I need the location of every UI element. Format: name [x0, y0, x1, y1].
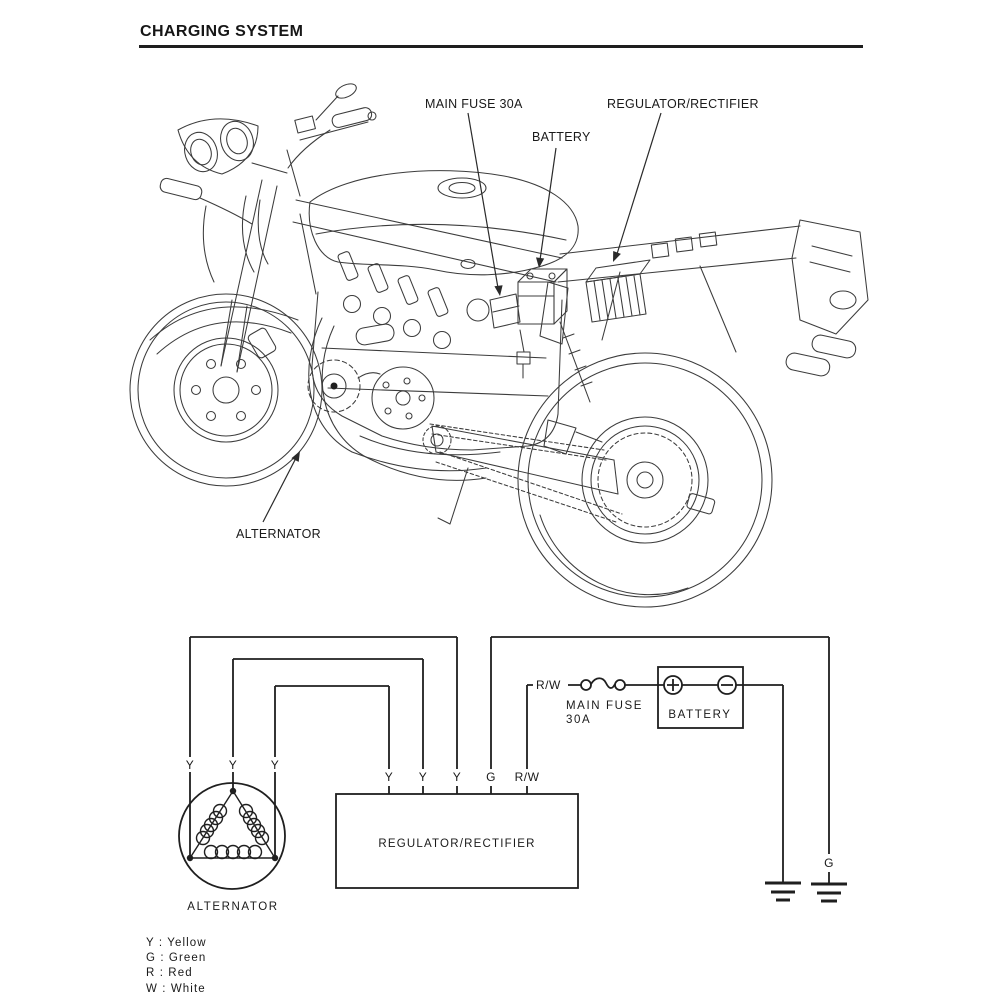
leader-regulator — [617, 113, 661, 254]
tail-cowl — [651, 220, 868, 377]
callout-regulator: REGULATOR/RECTIFIER — [607, 97, 759, 111]
main-fuse-name-line1: MAIN FUSE — [566, 700, 644, 712]
terminal-label-y1: Y — [384, 770, 394, 784]
fuse-box-unit — [467, 294, 520, 328]
main-fuse-name-line2: 30A — [566, 714, 592, 726]
legend-yellow: Y : Yellow — [146, 937, 207, 949]
callout-main-fuse: MAIN FUSE 30A — [425, 97, 523, 111]
alternator-stator — [308, 360, 380, 412]
wire-label-y1-alt: Y — [185, 758, 195, 772]
legend-red: R : Red — [146, 967, 193, 980]
instrument-cluster — [178, 117, 258, 176]
callouts — [236, 97, 759, 541]
main-fuse-symbol — [581, 678, 625, 690]
engine — [312, 251, 562, 455]
arrowhead-regulator — [613, 251, 621, 262]
arrowhead-main-fuse — [494, 285, 502, 296]
regulator-box-label: REGULATOR/RECTIFIER — [378, 838, 536, 850]
legend-white: W : White — [146, 982, 206, 995]
ground-icon-left — [765, 883, 801, 900]
ground-wire-label: G — [824, 856, 834, 870]
fuse-wire-label: R/W — [536, 678, 561, 692]
legend-green: G : Green — [146, 952, 207, 965]
exhaust — [309, 318, 486, 480]
terminal-label-rw: R/W — [514, 770, 540, 784]
alternator-symbol-label: ALTERNATOR — [187, 901, 279, 913]
alternator-symbol — [179, 783, 285, 889]
arrowhead-alternator — [291, 451, 300, 462]
wire-battery-ground — [743, 685, 783, 883]
front-fender — [150, 307, 298, 340]
wire-green-rail — [491, 637, 829, 883]
spark-plug — [517, 330, 530, 378]
handlebar — [159, 81, 376, 282]
regulator-unit — [586, 260, 650, 322]
terminal-label-g: G — [486, 770, 496, 784]
callout-battery: BATTERY — [532, 130, 591, 144]
terminal-label-y3: Y — [452, 770, 462, 784]
wire-label-y3-alt: Y — [270, 758, 280, 772]
leader-battery — [540, 148, 556, 260]
battery-box-label: BATTERY — [668, 709, 732, 721]
frame — [293, 200, 800, 402]
callout-alternator: ALTERNATOR — [236, 527, 321, 541]
swingarm-chain — [423, 420, 715, 524]
ground-icon-right — [811, 884, 847, 901]
wiring-schematic — [179, 637, 847, 913]
leader-main-fuse — [468, 113, 498, 288]
page-title: CHARGING SYSTEM — [140, 23, 304, 40]
terminal-label-y2: Y — [418, 770, 428, 784]
color-code-legend — [146, 936, 207, 997]
wire-label-y2-alt: Y — [228, 758, 238, 772]
